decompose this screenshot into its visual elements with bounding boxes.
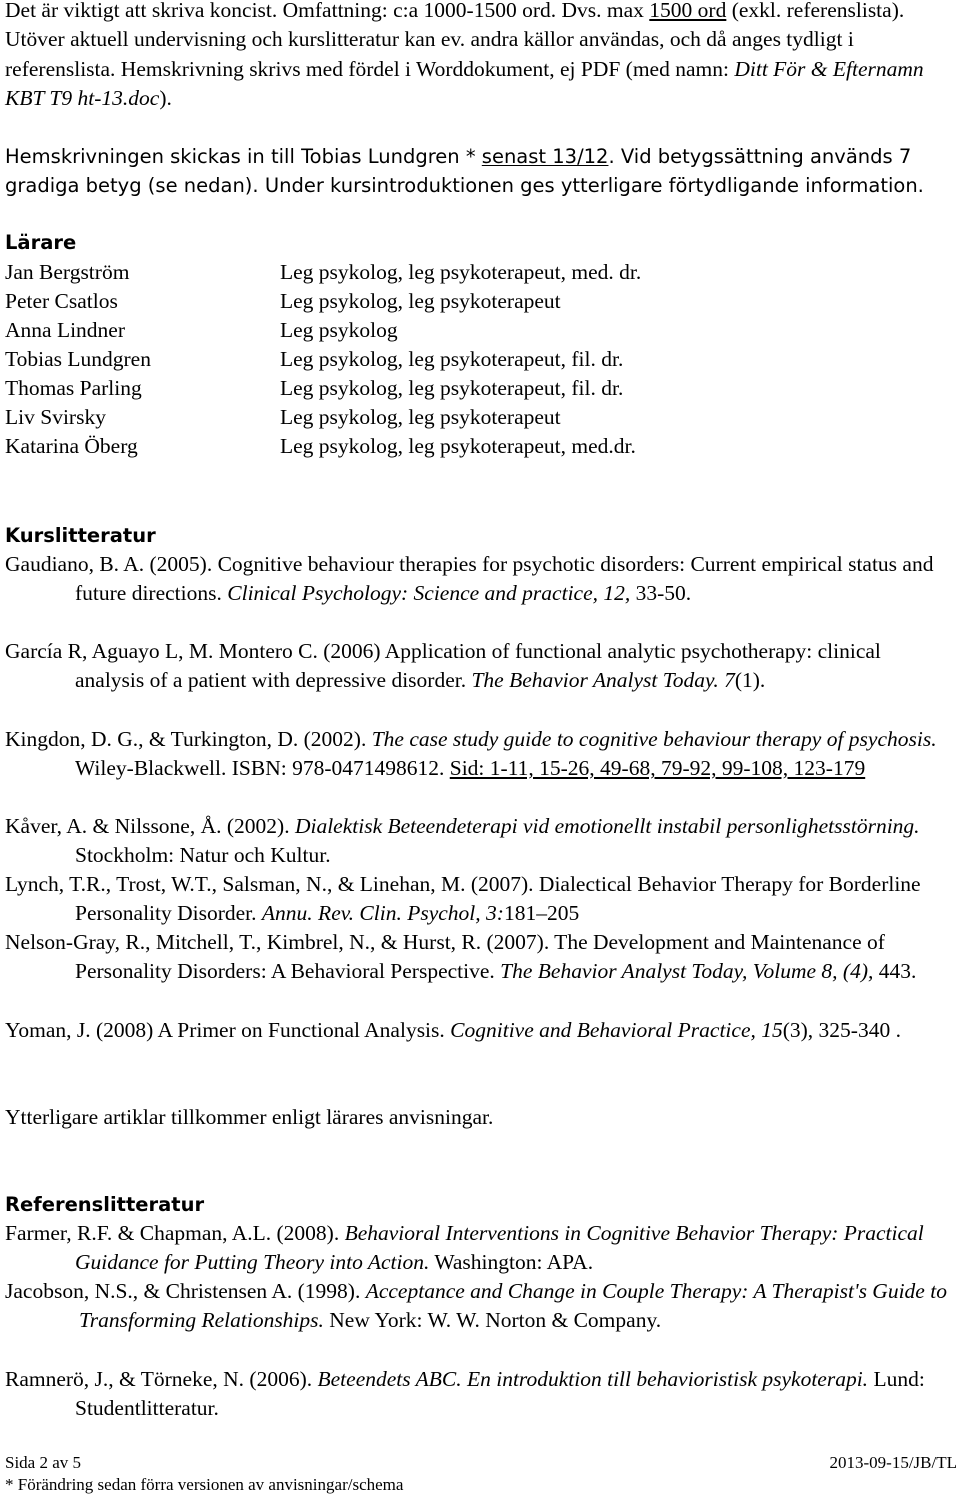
- reference-entry: Farmer, R.F. & Chapman, A.L. (2008). Behavioral Interventions in Cognitive Behavior Therapy: Practical Guidance for Putting Theory into Action. Washington: APA.: [5, 1221, 924, 1275]
- page-range: Sid: 1-11, 15-26, 49-68, 79-92, 99-108, 123-179: [449, 756, 866, 781]
- grading-text: . Vid betygssättning används 7 gradiga betyg (se nedan). Under kursintroduktionen ges ytterligare förtydligande information.: [5, 145, 924, 198]
- reference-entry: Lynch, T.R., Trost, W.T., Salsman, N., & Linehan, M. (2007). Dialectical Behavior Therapy for Borderline Personality Disorder. Annu. Rev. Clin. Psychol, 3:181–205: [5, 872, 921, 926]
- teacher-name: Jan Bergström: [5, 260, 130, 284]
- teachers-heading: Lärare: [5, 231, 77, 254]
- reference-entry: Jacobson, N.S., & Christensen A. (1998). Acceptance and Change in Couple Therapy: A Therapist's Guide to Transforming Relationships. New York: W. W. Norton & Company.: [5, 1279, 947, 1333]
- teacher-name: Anna Lindner: [5, 318, 126, 342]
- word-limit: 1500 ord: [649, 0, 727, 22]
- course-literature-heading: Kurslitteratur: [5, 524, 156, 547]
- reference-entry: Nelson-Gray, R., Mitchell, T., Kimbrel, N., & Hurst, R. (2007). The Development and Maintenance of Personality Disorders: A Behavioral Perspective. The Behavior Analyst Today, Volume 8, (4), 443.: [5, 930, 917, 984]
- intro-text: ).: [159, 85, 172, 110]
- teacher-title: Leg psykolog, leg psykoterapeut: [280, 289, 561, 313]
- teacher-title: Leg psykolog, leg psykoterapeut: [280, 405, 561, 429]
- teacher-title: Leg psykolog: [280, 318, 398, 342]
- teacher-name: Katarina Öberg: [5, 434, 138, 458]
- intro-text: Det är viktigt att skriva koncist. Omfattning: c:a 1000-1500 ord. Dvs. max: [5, 0, 650, 22]
- version-code: 2013-09-15/JB/TL: [829, 1453, 957, 1472]
- teacher-title: Leg psykolog, leg psykoterapeut, fil. dr.: [280, 347, 624, 371]
- teacher-name: Peter Csatlos: [5, 289, 118, 313]
- reference-entry: Gaudiano, B. A. (2005). Cognitive behaviour therapies for psychotic disorders: Current empirical status and future directions. Clinical Psychology: Science and practice, 12, 33-50.: [5, 552, 934, 606]
- reference-entry: Kingdon, D. G., & Turkington, D. (2002). The case study guide to cognitive behaviour therapy of psychosis. Wiley-Blackwell. ISBN: 978-0471498612. Sid: 1-11, 15-26, 49-68, 79-92, 99-108, 123-179: [5, 727, 937, 781]
- reference-entry: Kåver, A. & Nilssone, Å. (2002). Dialektisk Beteendeterapi vid emotionellt instabil personlighetsstörning. Stockholm: Natur och Kultur.: [5, 814, 920, 868]
- footer-note: * Förändring sedan förra versionen av anvisningar/schema: [5, 1475, 404, 1494]
- teacher-title: Leg psykolog, leg psykoterapeut, med. dr.: [280, 260, 642, 284]
- intro-paragraph-1: [5, 0, 957, 113]
- teacher-title: Leg psykolog, leg psykoterapeut, fil. dr.: [280, 376, 624, 400]
- teacher-name: Tobias Lundgren: [5, 347, 151, 371]
- additional-articles-note: Ytterligare artiklar tillkommer enligt lärares anvisningar.: [5, 1105, 494, 1129]
- intro-paragraph-2: [5, 142, 957, 201]
- teacher-name: Liv Svirsky: [5, 405, 106, 429]
- reference-entry: García R, Aguayo L, M. Montero C. (2006) Application of functional analytic psychotherapy: clinical analysis of a patient with depressive disorder. The Behavior Analyst Today. 7(1).: [5, 639, 881, 693]
- deadline: senast 13/12: [481, 145, 609, 168]
- file-name-format: Ditt För & Efternamn KBT T9 ht-13.doc: [5, 56, 924, 110]
- reference-entry: Yoman, J. (2008) A Primer on Functional Analysis. Cognitive and Behavioral Practice, 15(3), 325-340 .: [5, 1018, 901, 1042]
- teacher-name: Thomas Parling: [5, 376, 142, 400]
- reference-literature-heading: Referenslitteratur: [5, 1193, 205, 1216]
- reference-entry: Ramnerö, J., & Törneke, N. (2006). Beteendets ABC. En introduktion till behavioristisk psykoterapi. Lund: Studentlitteratur.: [5, 1367, 925, 1421]
- submission-text: Hemskrivningen skickas in till Tobias Lundgren *: [5, 145, 482, 168]
- page-number: Sida 2 av 5: [5, 1453, 82, 1472]
- intro-text: (exkl. referenslista). Utöver aktuell undervisning och kurslitteratur kan ev. andra källor användas, och då anges tydligt i referenslista. Hemskrivning skrivs med fördel i Worddokument, ej PDF (med namn:: [5, 0, 905, 81]
- teacher-title: Leg psykolog, leg psykoterapeut, med.dr.: [280, 434, 636, 458]
